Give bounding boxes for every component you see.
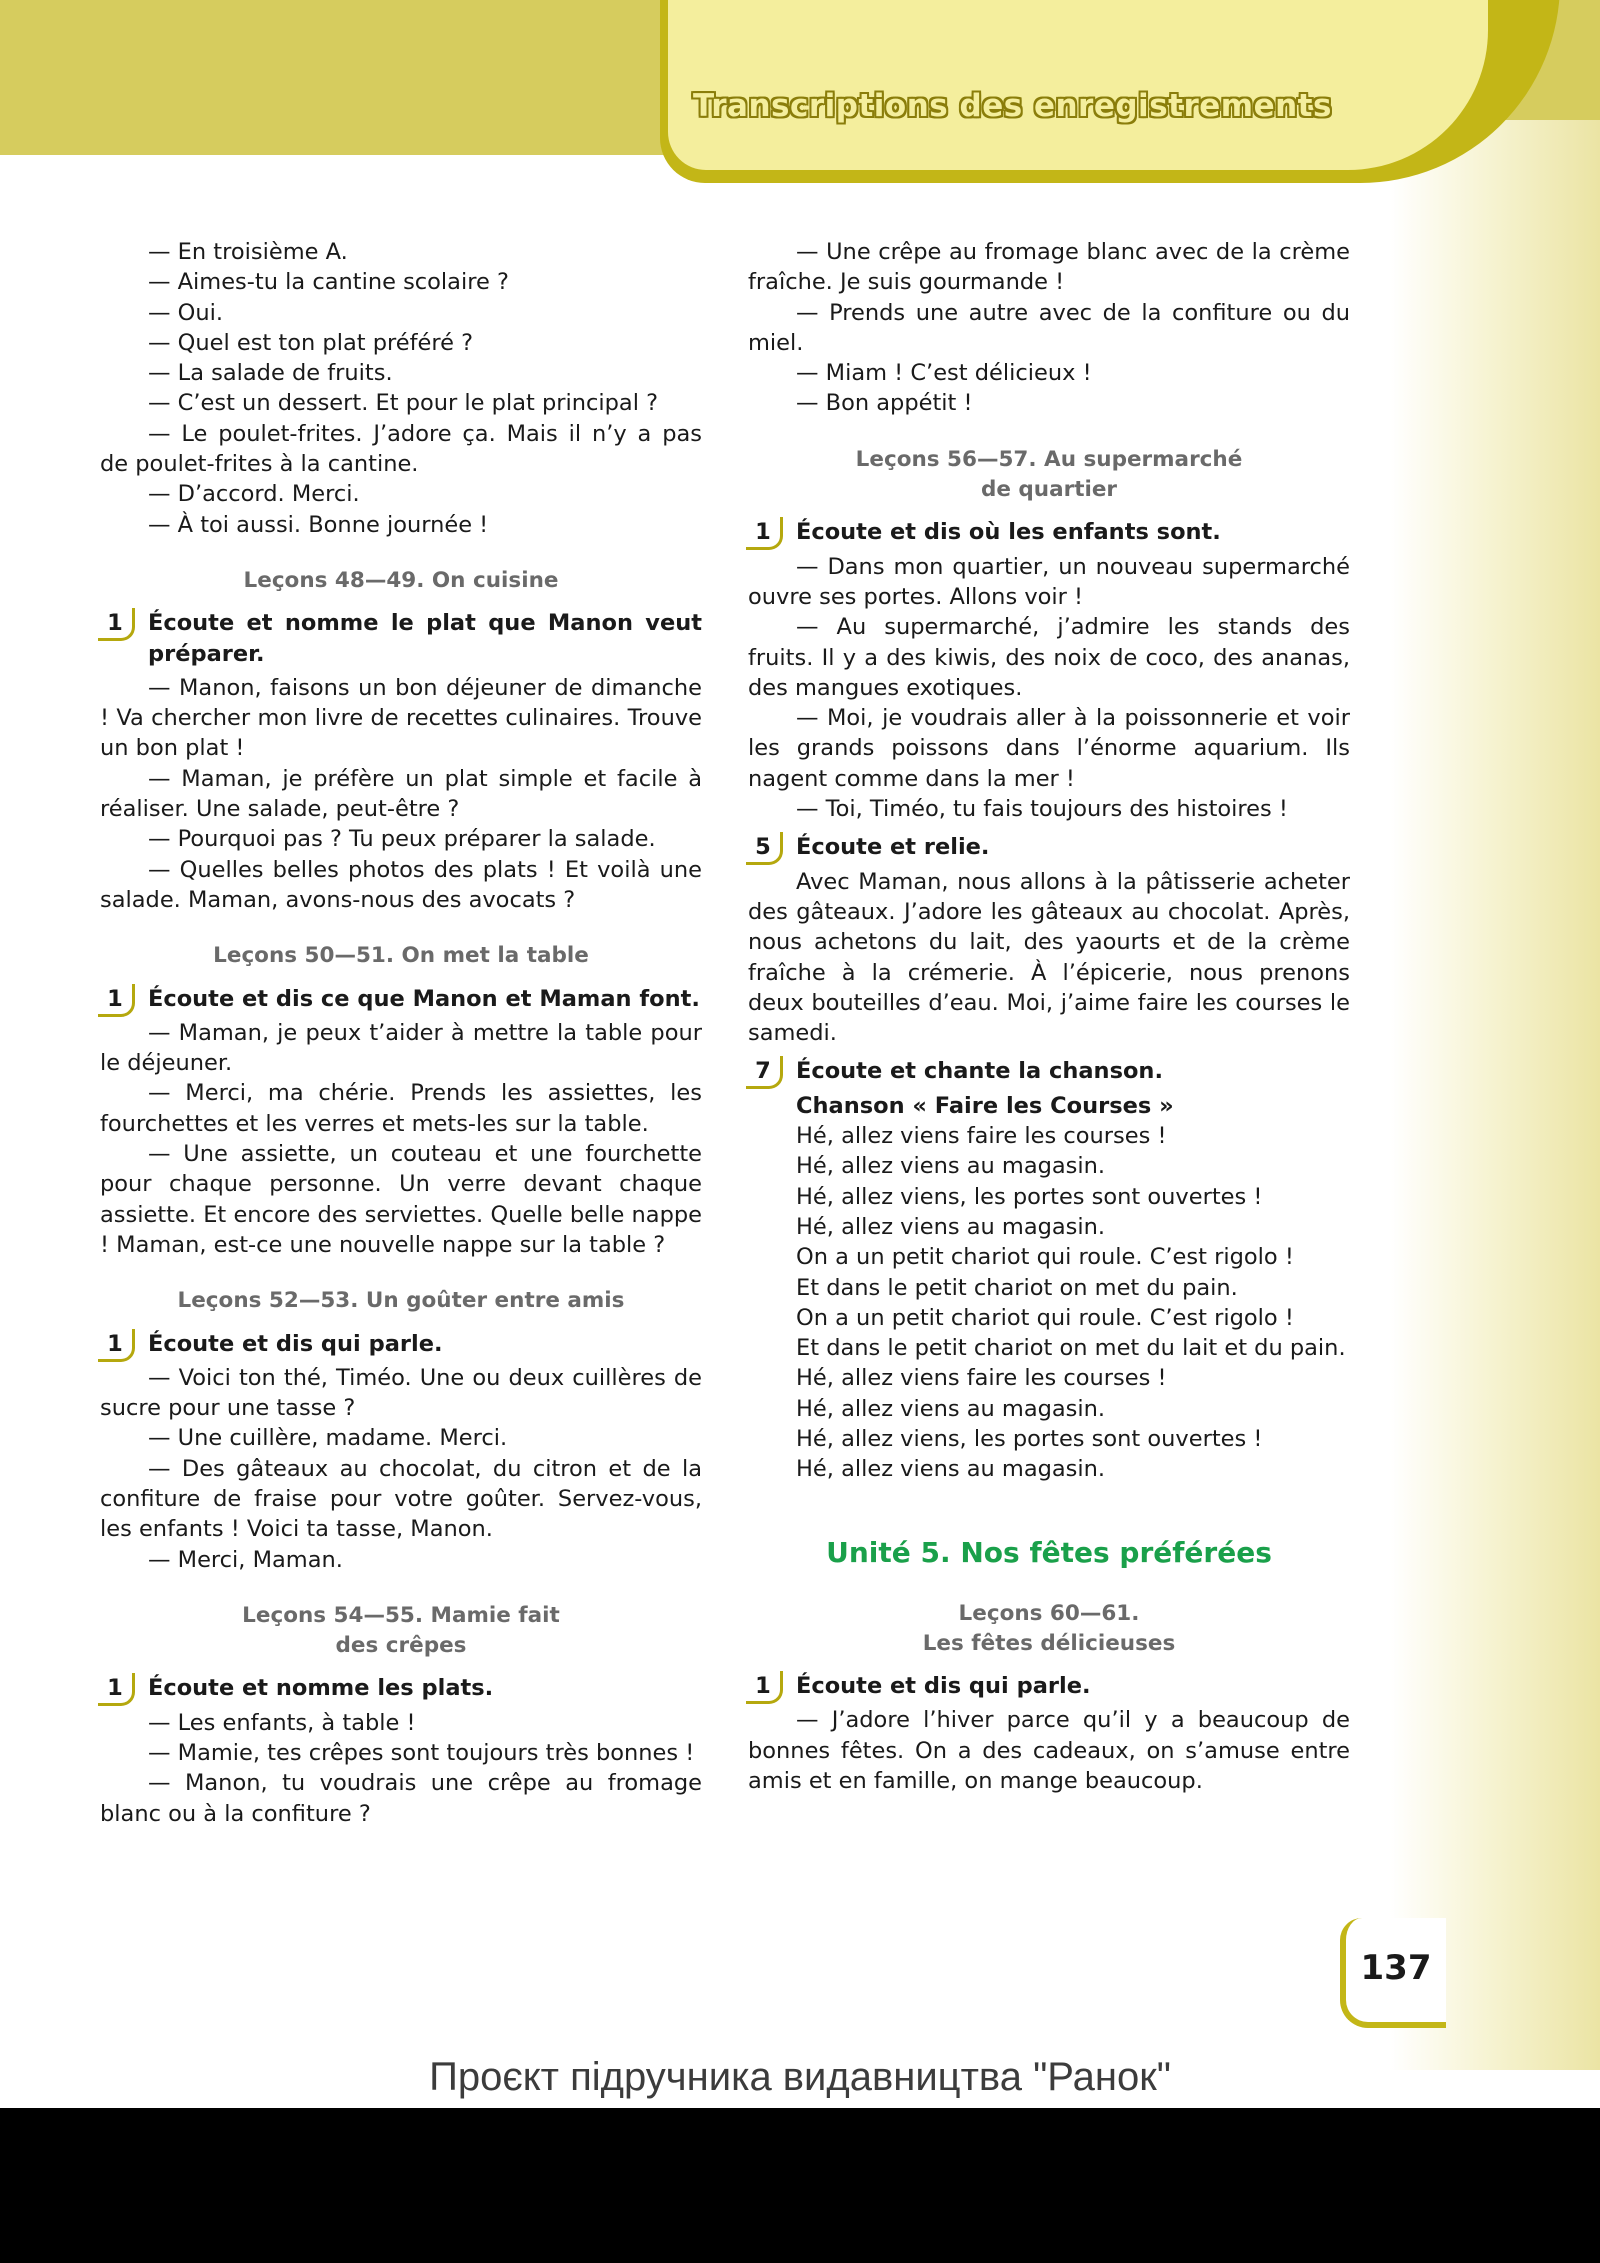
song-line: Hé, allez viens au magasin. [796, 1395, 1106, 1422]
line: — Quel est ton plat préféré ? [148, 329, 474, 356]
exercise-title: Écoute et dis qui parle. [796, 1673, 1091, 1700]
song-line: On a un petit chariot qui roule. C’est rigolo ! [796, 1304, 1294, 1331]
lesson-heading-line: de quartier [980, 477, 1118, 503]
right-column [748, 237, 1350, 1796]
song-line: Hé, allez viens au magasin. [796, 1456, 1106, 1483]
line: — C’est un dessert. Et pour le plat principal ? [148, 390, 659, 417]
song-line: Hé, allez viens faire les courses ! [796, 1123, 1167, 1150]
page-number: 137 [1340, 1918, 1446, 2028]
lesson-heading-50: Leçons 50—51. On met la table [213, 943, 589, 969]
paragraph: — Une assiette, un couteau et une fourchette pour chaque personne. Un verre devant chaque assiette. Et encore des serviettes. Quelle belle nappe ! Maman, est-ce une nouvelle nappe sur la table ? [100, 1141, 702, 1258]
exercise-56-7 [748, 1056, 1350, 1086]
paragraph: — Prends une autre avec de la confiture ou du miel. [748, 299, 1350, 356]
bottom-black-bar [0, 2108, 1600, 2263]
song-line: Hé, allez viens au magasin. [796, 1213, 1106, 1240]
lesson-heading-line: des crêpes [335, 1633, 467, 1659]
song-line: Hé, allez viens au magasin. [796, 1153, 1106, 1180]
exercise-title: Écoute et dis qui parle. [148, 1330, 443, 1357]
exercise-54-1 [100, 1673, 702, 1703]
lesson-heading-60 [748, 1599, 1350, 1660]
exercise-title: Écoute et nomme les plats. [148, 1675, 494, 1702]
line: — Bon appétit ! [796, 390, 973, 417]
exercise-56-5 [748, 832, 1350, 862]
line: — D’accord. Merci. [148, 481, 360, 508]
line: — Toi, Timéo, tu fais toujours des histoires ! [796, 796, 1288, 823]
exercise-number-badge: 1 [746, 517, 783, 550]
lesson-heading-line: Leçons 56—57. Au supermarché [855, 446, 1243, 472]
paragraph: — Des gâteaux au chocolat, du citron et de la confiture de fraise pour votre goûter. Servez-vous, les enfants ! Voici ta tasse, Manon. [100, 1455, 702, 1543]
exercise-48-1 [100, 608, 702, 669]
exercise-number-badge: 5 [746, 832, 783, 865]
paragraph: — Merci, ma chérie. Prends les assiettes, les fourchettes et les verres et mets-les sur la table. [100, 1080, 702, 1137]
left-column [100, 237, 702, 1829]
paragraph: — Dans mon quartier, un nouveau supermarché ouvre ses portes. Allons voir ! [748, 553, 1350, 610]
song-title: Chanson « Faire les Courses » [796, 1092, 1174, 1119]
exercise-50-1 [100, 984, 702, 1014]
paragraph: — Manon, tu voudrais une crêpe au fromage blanc ou à la confiture ? [100, 1770, 702, 1827]
lesson-heading-line: Leçons 60—61. [958, 1600, 1140, 1626]
exercise-number-badge: 1 [98, 608, 135, 641]
lesson-heading-line: Les fêtes délicieuses [922, 1630, 1176, 1656]
paragraph: — Pourquoi pas ? Tu peux préparer la salade. [148, 826, 656, 853]
song-line: On a un petit chariot qui roule. C’est rigolo ! [796, 1244, 1294, 1271]
exercise-number-badge: 1 [98, 1329, 135, 1362]
paragraph: — Voici ton thé, Timéo. Une ou deux cuillères de sucre pour une tasse ? [100, 1364, 702, 1422]
paragraph: — Manon, faisons un bon déjeuner de dimanche ! Va chercher mon livre de recettes culinaires. Trouve un bon plat ! [100, 674, 702, 762]
line: — Miam ! C’est délicieux ! [796, 360, 1092, 387]
song-line: Et dans le petit chariot on met du lait et du pain. [796, 1335, 1346, 1362]
line: — Mamie, tes crêpes sont toujours très bonnes ! [148, 1740, 695, 1767]
lesson-heading-54 [100, 1601, 702, 1662]
song-line: Hé, allez viens, les portes sont ouvertes ! [796, 1425, 1263, 1452]
paragraph: Avec Maman, nous allons à la pâtisserie acheter des gâteaux. J’adore les gâteaux au chocolat. Après, nous achetons du lait, des yaourts et de la crème fraîche à la crémerie. À l’épicerie, nous prenons deux bouteilles d’eau. Moi, j’aime faire les courses le samedi. [748, 868, 1350, 1047]
exercise-title: Écoute et nomme le plat que Manon veut préparer. [148, 610, 702, 667]
line: — Oui. [148, 299, 224, 326]
exercise-52-1 [100, 1329, 702, 1359]
header-title: Transcriptions des enregistrements [693, 88, 1332, 124]
paragraph: — Maman, je préfère un plat simple et facile à réaliser. Une salade, peut-être ? [100, 765, 702, 823]
exercise-number-badge: 1 [98, 1673, 135, 1706]
paragraph: — Le poulet-frites. J’adore ça. Mais il n’y a pas de poulet-frites à la cantine. [100, 420, 702, 478]
line: — La salade de fruits. [148, 360, 393, 387]
paragraph: — Moi, je voudrais aller à la poissonnerie et voir les grands poissons dans l’énorme aquarium. Ils nagent comme dans la mer ! [748, 705, 1350, 792]
exercise-number-badge: 1 [746, 1671, 783, 1704]
line: — Les enfants, à table ! [148, 1709, 416, 1736]
line: — Aimes-tu la cantine scolaire ? [148, 269, 509, 296]
lesson-heading-56 [748, 445, 1350, 506]
line: — En troisième A. [148, 239, 348, 265]
exercise-number-badge: 7 [746, 1056, 783, 1089]
paragraph: — Une crêpe au fromage blanc avec de la crème fraîche. Je suis gourmande ! [748, 239, 1350, 296]
lesson-heading-52: Leçons 52—53. Un goûter entre amis [177, 1288, 625, 1314]
exercise-title: Écoute et dis ce que Manon et Maman font. [148, 985, 700, 1012]
line: — À toi aussi. Bonne journée ! [148, 511, 489, 538]
exercise-56-1 [748, 517, 1350, 547]
lesson-heading-line: Leçons 54—55. Mamie fait [242, 1602, 560, 1628]
lesson-heading-48: Leçons 48—49. On cuisine [243, 567, 559, 593]
footer-watermark: Проєкт підручника видавництва "Ранок" [429, 2055, 1171, 2099]
exercise-title: Écoute et relie. [796, 834, 990, 861]
exercise-title: Écoute et chante la chanson. [796, 1058, 1163, 1085]
page-sidebar-gradient [1390, 120, 1600, 2070]
paragraph: — Maman, je peux t’aider à mettre la table pour le déjeuner. [100, 1019, 702, 1077]
exercise-title: Écoute et dis où les enfants sont. [796, 519, 1221, 546]
paragraph: — J’adore l’hiver parce qu’il y a beaucoup de bonnes fêtes. On a des cadeaux, on s’amuse entre amis et en famille, on mange beaucoup. [748, 1707, 1350, 1795]
unit-title: Unité 5. Nos fêtes préférées [826, 1535, 1272, 1569]
song-line: Et dans le petit chariot on met du pain. [796, 1274, 1238, 1301]
exercise-number-badge: 1 [98, 984, 135, 1017]
song-line: Hé, allez viens faire les courses ! [796, 1365, 1167, 1392]
paragraph: — Au supermarché, j’admire les stands des fruits. Il y a des kiwis, des noix de coco, des ananas, des mangues exotiques. [748, 614, 1350, 701]
line: — Merci, Maman. [148, 1546, 343, 1573]
exercise-60-1 [748, 1671, 1350, 1701]
song-line: Hé, allez viens, les portes sont ouvertes ! [796, 1183, 1263, 1210]
paragraph: — Quelles belles photos des plats ! Et voilà une salade. Maman, avons-nous des avocats ? [100, 856, 702, 913]
line: — Une cuillère, madame. Merci. [148, 1425, 508, 1452]
